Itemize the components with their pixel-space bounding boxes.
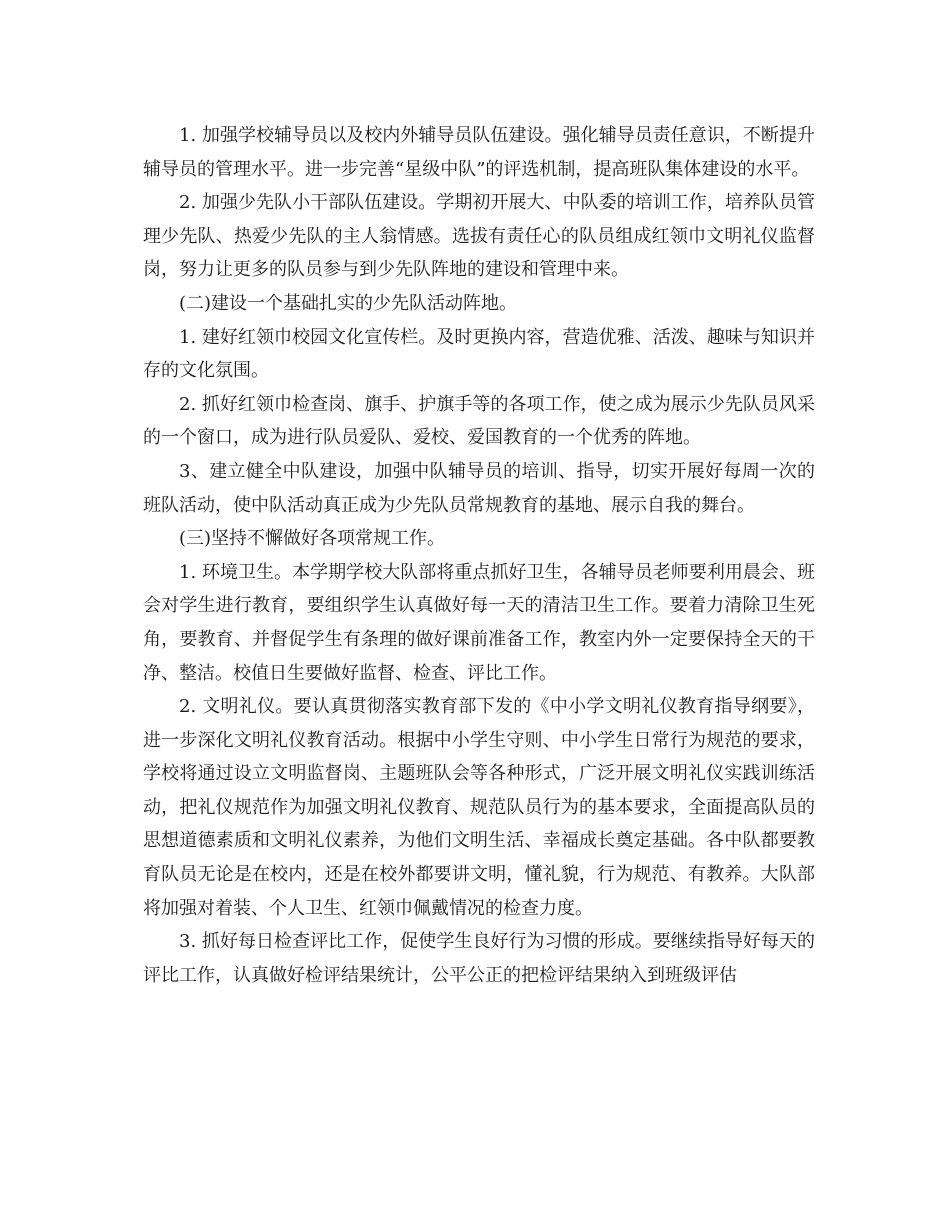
section-heading-routine-work: (三)坚持不懈做好各项常规工作。 bbox=[179, 528, 446, 550]
paragraph-squadron-building: 3、建立健全中队建设，加强中队辅导员的培训、指导，切实开展好每周一次的班队活动，使中队活动真正成为少先队员常规教育的基地、展示自我的舞台。 bbox=[143, 460, 815, 516]
paragraph-cadre-team: 2. 加强少先队小干部队伍建设。学期初开展大、中队委的培训工作，培养队员管理少先队、热爱少先队的主人翁情感。选拔有责任心的队员组成红领巾文明礼仪监督岗，努力让更多的队员参与到少先队阵地的建设和管理中来。 bbox=[143, 192, 815, 281]
document-body bbox=[143, 119, 815, 992]
paragraph-civility-etiquette: 2. 文明礼仪。要认真贯彻落实教育部下发的《中小学文明礼仪教育指导纲要》，进一步深化文明礼仪教育活动。根据中小学生守则、中小学生日常行为规范的要求，学校将通过设立文明监督岗、主题班队会等各种形式，广泛开展文明礼仪实践训练活动，把礼仪规范作为加强文明礼仪教育、规范队员行为的基本要求，全面提高队员的思想道德素质和文明礼仪素养，为他们文明生活、幸福成长奠定基础。各中队都要教育队员无论是在校内，还是在校外都要讲文明，懂礼貌，行为规范、有教养。大队部将加强对着装、个人卫生、红领巾佩戴情况的检查力度。 bbox=[143, 696, 815, 919]
paragraph-counselor-team: 1. 加强学校辅导员以及校内外辅导员队伍建设。强化辅导员责任意识，不断提升辅导员的管理水平。进一步完善“星级中队”的评选机制，提高班队集体建设的水平。 bbox=[143, 125, 815, 180]
section-heading-activity-base: (二)建设一个基础扎实的少先队活动阵地。 bbox=[179, 292, 518, 314]
paragraph-environment-hygiene: 1. 环境卫生。本学期学校大队部将重点抓好卫生，各辅导员老师要利用晨会、班会对学生进行教育，要组织学生认真做好每一天的清洁卫生工作。要着力清除卫生死角，要教育、并督促学生有条理的做好课前准备工作，教室内外一定要保持全天的干净、整洁。校值日生要做好监督、检查、评比工作。 bbox=[143, 561, 815, 684]
paragraph-bulletin-board: 1. 建好红领巾校园文化宣传栏。及时更换内容，营造优雅、活泼、趣味与知识并存的文化氛围。 bbox=[143, 326, 815, 382]
paragraph-daily-inspection: 3. 抓好每日检查评比工作，促使学生良好行为习惯的形成。要继续指导好每天的评比工作，认真做好检评结果统计，公平公正的把检评结果纳入到班级评估 bbox=[143, 931, 815, 986]
paragraph-inspection-post: 2. 抓好红领巾检查岗、旗手、护旗手等的各项工作，使之成为展示少先队员风采的一个窗口，成为进行队员爱队、爱校、爱国教育的一个优秀的阵地。 bbox=[143, 393, 815, 449]
